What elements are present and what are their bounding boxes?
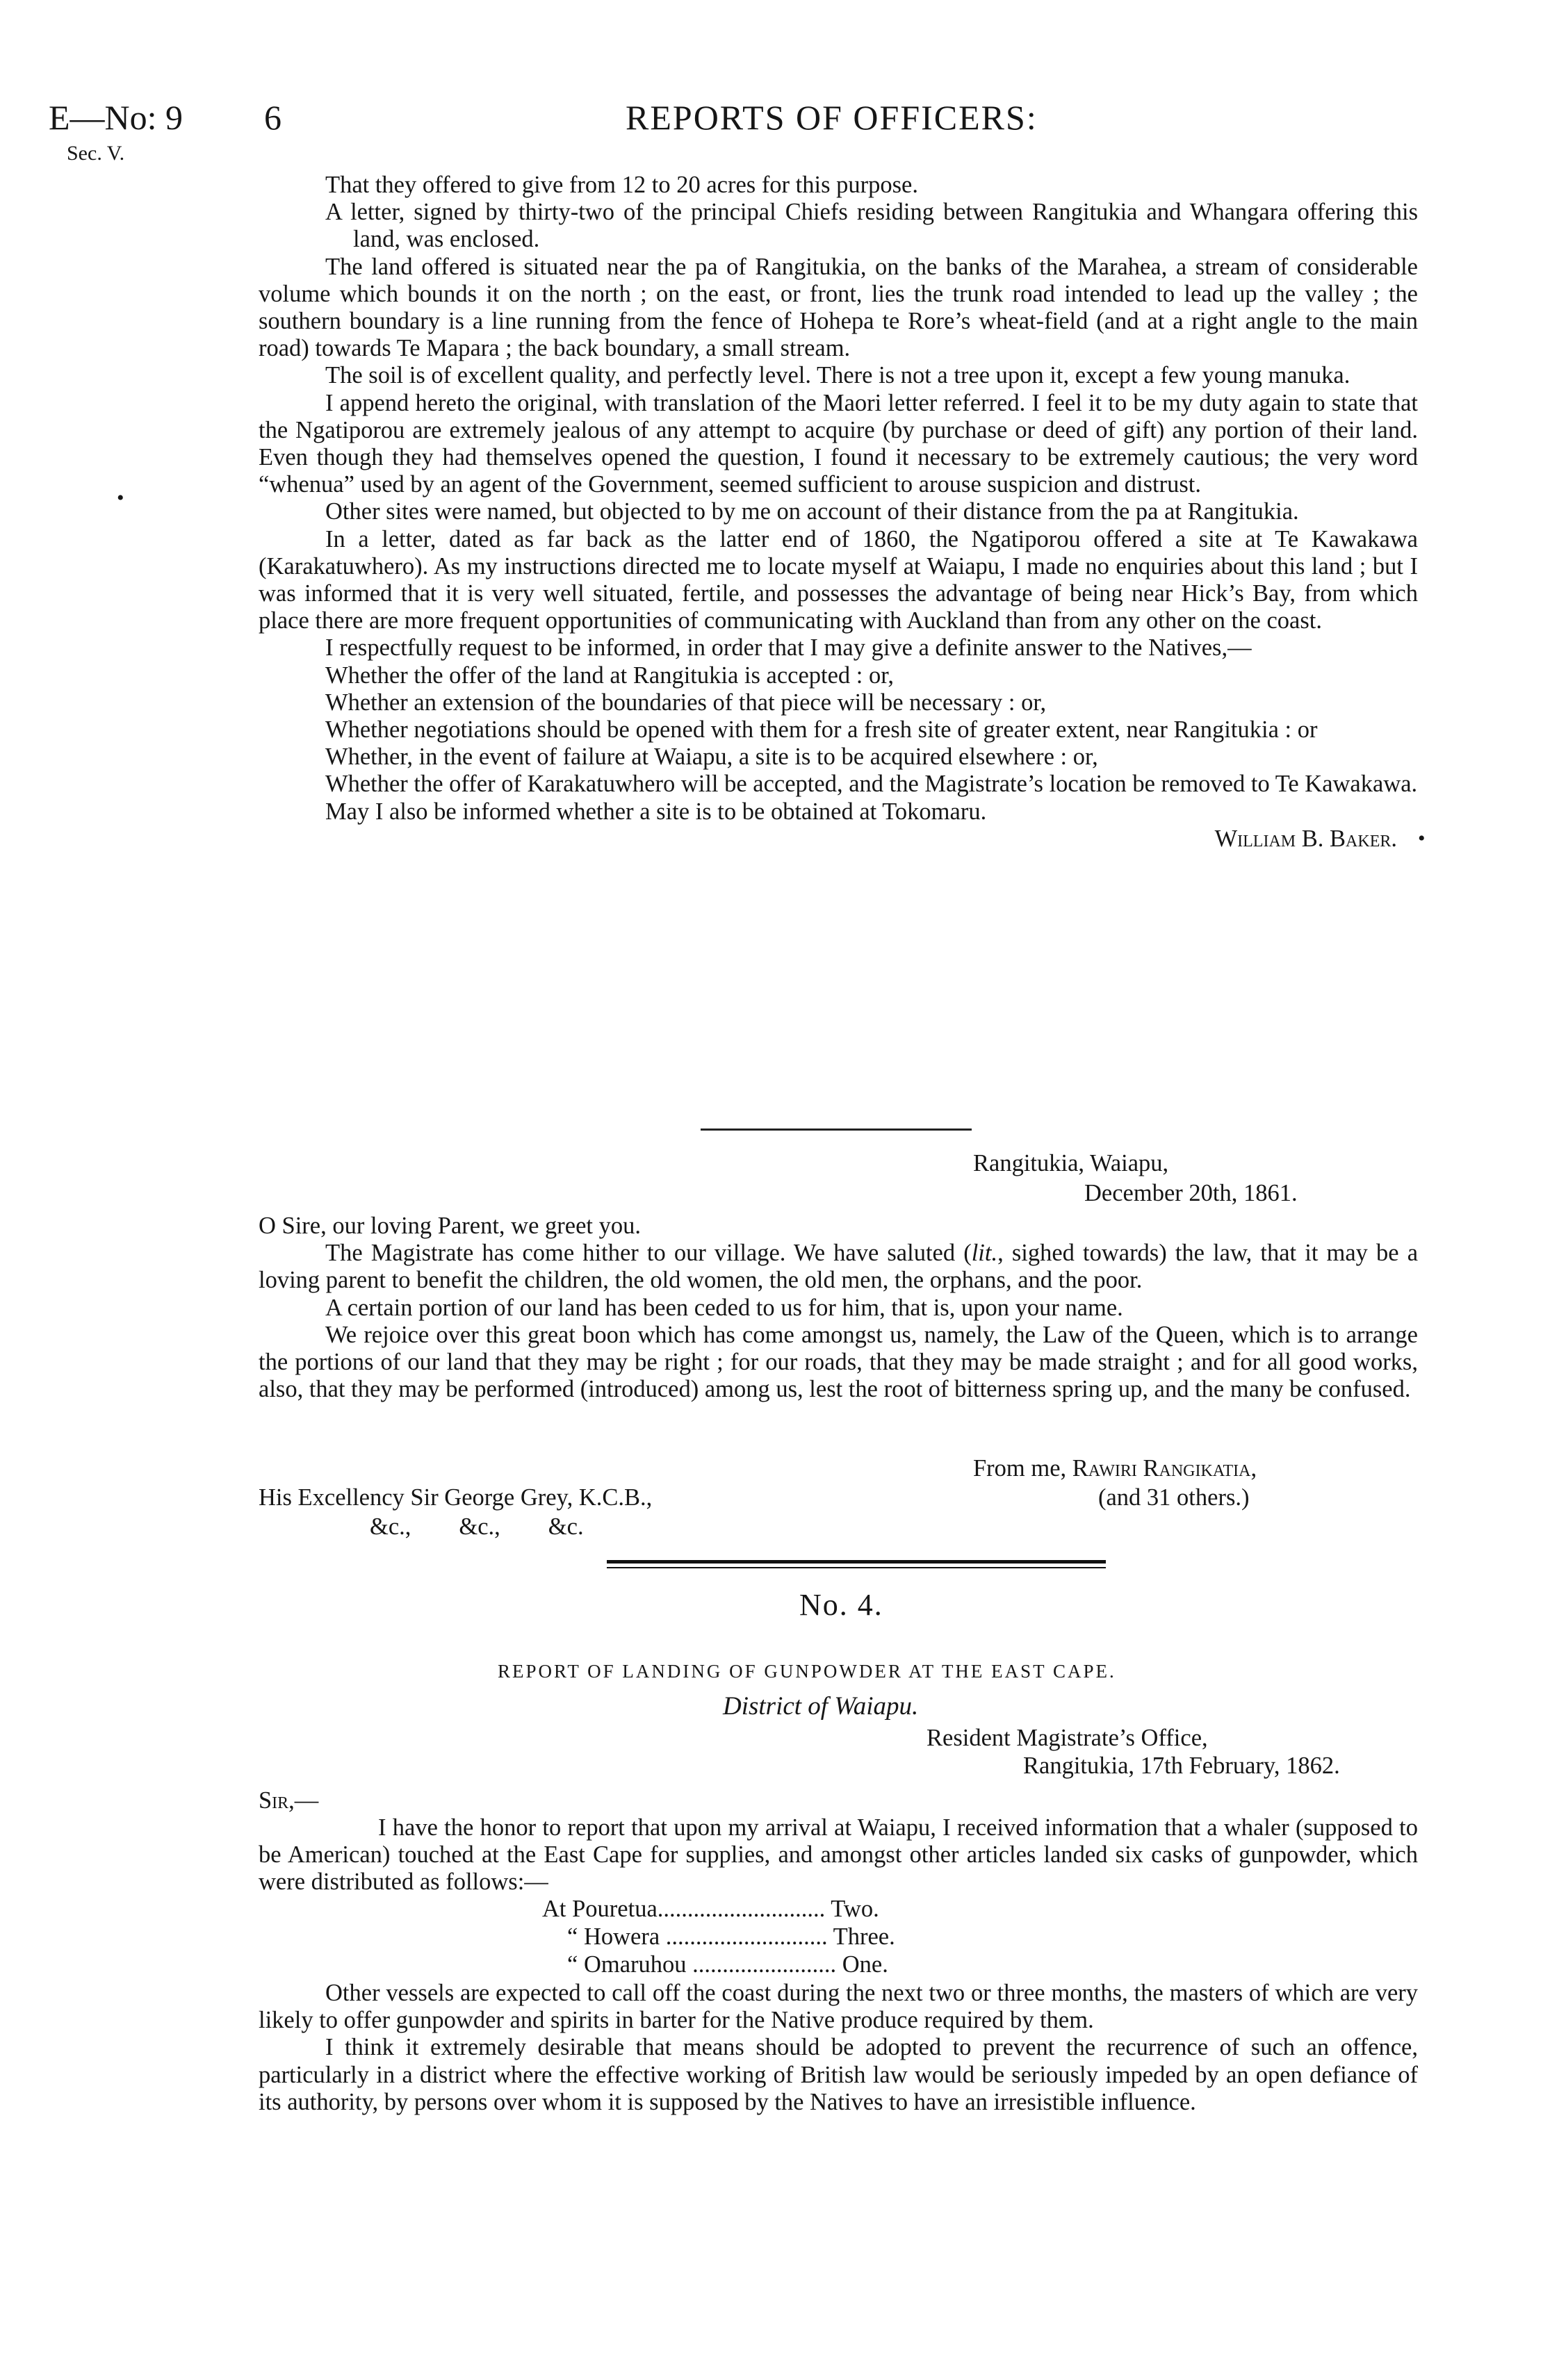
list-item: Whether an extension of the boundaries of that piece will be necessary : or, (325, 689, 1047, 716)
running-title: REPORTS OF OFFICERS: (626, 98, 1038, 137)
signature: William B. Baker. (1214, 825, 1397, 852)
salutation: Sir,— (259, 1787, 319, 1814)
text-segment: , sighed towards) the law, that it may be a loving parent to benefit the children, the old women, the old men, the orphans, and the poor. (259, 1240, 1419, 1294)
district: District of Waiapu. (723, 1692, 919, 1721)
place-date: Rangitukia, 17th February, 1862. (1023, 1753, 1340, 1779)
paragraph: I think it extremely desirable that means should be adopted to prevent the recurrence of such an offence, particularly in a district where the effective working of British law would be seriously impeded by an open defiance of its authority, by persons over whom it is supposed by the Natives to have an irresistible influence. (259, 2034, 1418, 2115)
paragraph: The land offered is situated near the pa of Rangitukia, on the banks of the Marahea, a stream of considerable volume which bounds it on the north ; on the east, or front, lies the trunk road intended to lead up the valley ; the southern boundary is a line running from the fence of Hohepa te Rore’s wheat-field (and at a right angle to the main road) towards Te Mapara ; the back boundary, a small stream. (259, 253, 1418, 362)
paragraph: We rejoice over this great boon which has come amongst us, namely, the Law of the Queen, which is to arrange the portions of our land that they may be right ; for our roads, that they may be made straight ; and for all good works, also, that they may be performed (introduced) among us, lest the root of bitterness spring up, and the many be confused. (259, 1321, 1418, 1403)
paragraph: In a letter, dated as far back as the latter end of 1860, the Ngatiporou offered a site at Te Kawakawa (Karakatuwhero). As my instructions directed me to locate myself at Waiapu, I made no enquiries about this land ; but I was informed that it is very well situated, fertile, and possesses the advantage of being near Hick’s Bay, from which place there are more frequent opportunities of communicating with Auckland than from any other on the coast. (259, 525, 1418, 634)
signatory-name: Rawiri Rangikatia, (1072, 1455, 1257, 1482)
list-item: Whether the offer of Karakatuwhero will be accepted, and the Magistrate’s location be removed to Te Kawakawa. (325, 771, 1418, 798)
letter-place: Rangitukia, Waiapu, (973, 1150, 1169, 1176)
section-divider-thin (607, 1567, 1106, 1568)
gunpowder-report (259, 1814, 1418, 1896)
paragraph: I respectfully request to be informed, in order that I may give a definite answer to the Natives,— (325, 634, 1252, 662)
from-prefix: From me, (973, 1455, 1067, 1482)
section-label: Sec. V. (67, 142, 125, 165)
paragraph: Other vessels are expected to call off the coast during the next two or three months, the masters of which are very likely to offer gunpowder and spirits in barter for the Native produce required by them. (259, 1980, 1418, 2034)
letter-date: December 20th, 1861. (1084, 1180, 1298, 1206)
section-divider-thick (607, 1560, 1106, 1564)
text-segment: The Magistrate has come hither to our village. We have saluted ( (325, 1240, 972, 1267)
print-speck: • (117, 486, 124, 509)
section-number: No. 4. (799, 1588, 883, 1622)
report-continuation (259, 172, 1418, 853)
office-address: Resident Magistrate’s Office, (927, 1725, 1208, 1751)
distribution-line: “ Omaruhou ........................ One. (567, 1951, 888, 1978)
paragraph: May I also be informed whether a site is to be obtained at Tokomaru. (325, 798, 987, 825)
list-item: Whether, in the event of failure at Waiapu, a site is to be acquired elsewhere : or, (325, 744, 1098, 771)
maori-letter (259, 1213, 1418, 1403)
addressee: His Excellency Sir George Grey, K.C.B., (259, 1484, 653, 1511)
list-item: Whether the offer of the land at Rangitukia is accepted : or, (325, 662, 894, 689)
paragraph (259, 1240, 1418, 1294)
page-number: 6 (264, 98, 281, 137)
gunpowder-report-cont (259, 1980, 1418, 2116)
section-divider (701, 1129, 972, 1131)
paragraph: I have the honor to report that upon my arrival at Waiapu, I received information that a whaler (supposed to be American) touched at the East Cape for supplies, and amongst other articles landed six casks of gunpowder, which were distributed as follows:— (259, 1814, 1418, 1896)
paragraph: A certain portion of our land has been ceded to us for him, that is, upon your name. (325, 1294, 1123, 1321)
document-code: E—No: 9 (49, 98, 183, 137)
report-title: REPORT OF LANDING OF GUNPOWDER AT THE EAST CAPE. (498, 1661, 1116, 1682)
italic-text: lit. (971, 1240, 998, 1267)
letter-signoff (973, 1455, 1257, 1482)
paragraph: A letter, signed by thirty-two of the principal Chiefs residing between Rangitukia and Whangara offering this land, was enclosed. (325, 199, 1418, 253)
letter-salutation: O Sire, our loving Parent, we greet you. (259, 1213, 641, 1239)
list-item: Whether negotiations should be opened with them for a fresh site of greater extent, near Rangitukia : or (325, 716, 1318, 744)
paragraph: The soil is of excellent quality, and perfectly level. There is not a tree upon it, except a few young manuka. (325, 362, 1350, 389)
paragraph: I append hereto the original, with translation of the Maori letter referred. I feel it to be my duty again to state that the Ngatiporou are extremely jealous of any attempt to acquire (by purchase or deed of gift) any portion of their land. Even though they had themselves opened the question, I found it necessary to be extremely cautious; the very word “whenua” used by an agent of the Government, seemed sufficient to arouse suspicion and distrust. (259, 389, 1418, 498)
addressee-etc: &c., &c., &c. (370, 1513, 584, 1540)
paragraph: Other sites were named, but objected to by me on account of their distance from the pa at Rangitukia. (325, 498, 1299, 525)
distribution-line: “ Howera ........................... Three. (567, 1923, 895, 1950)
paragraph: That they offered to give from 12 to 20 acres for this purpose. (325, 172, 918, 198)
distribution-line: At Pouretua............................ Two. (542, 1896, 879, 1922)
signatory-others: (and 31 others.) (1098, 1484, 1250, 1511)
print-speck: • (1418, 827, 1426, 850)
